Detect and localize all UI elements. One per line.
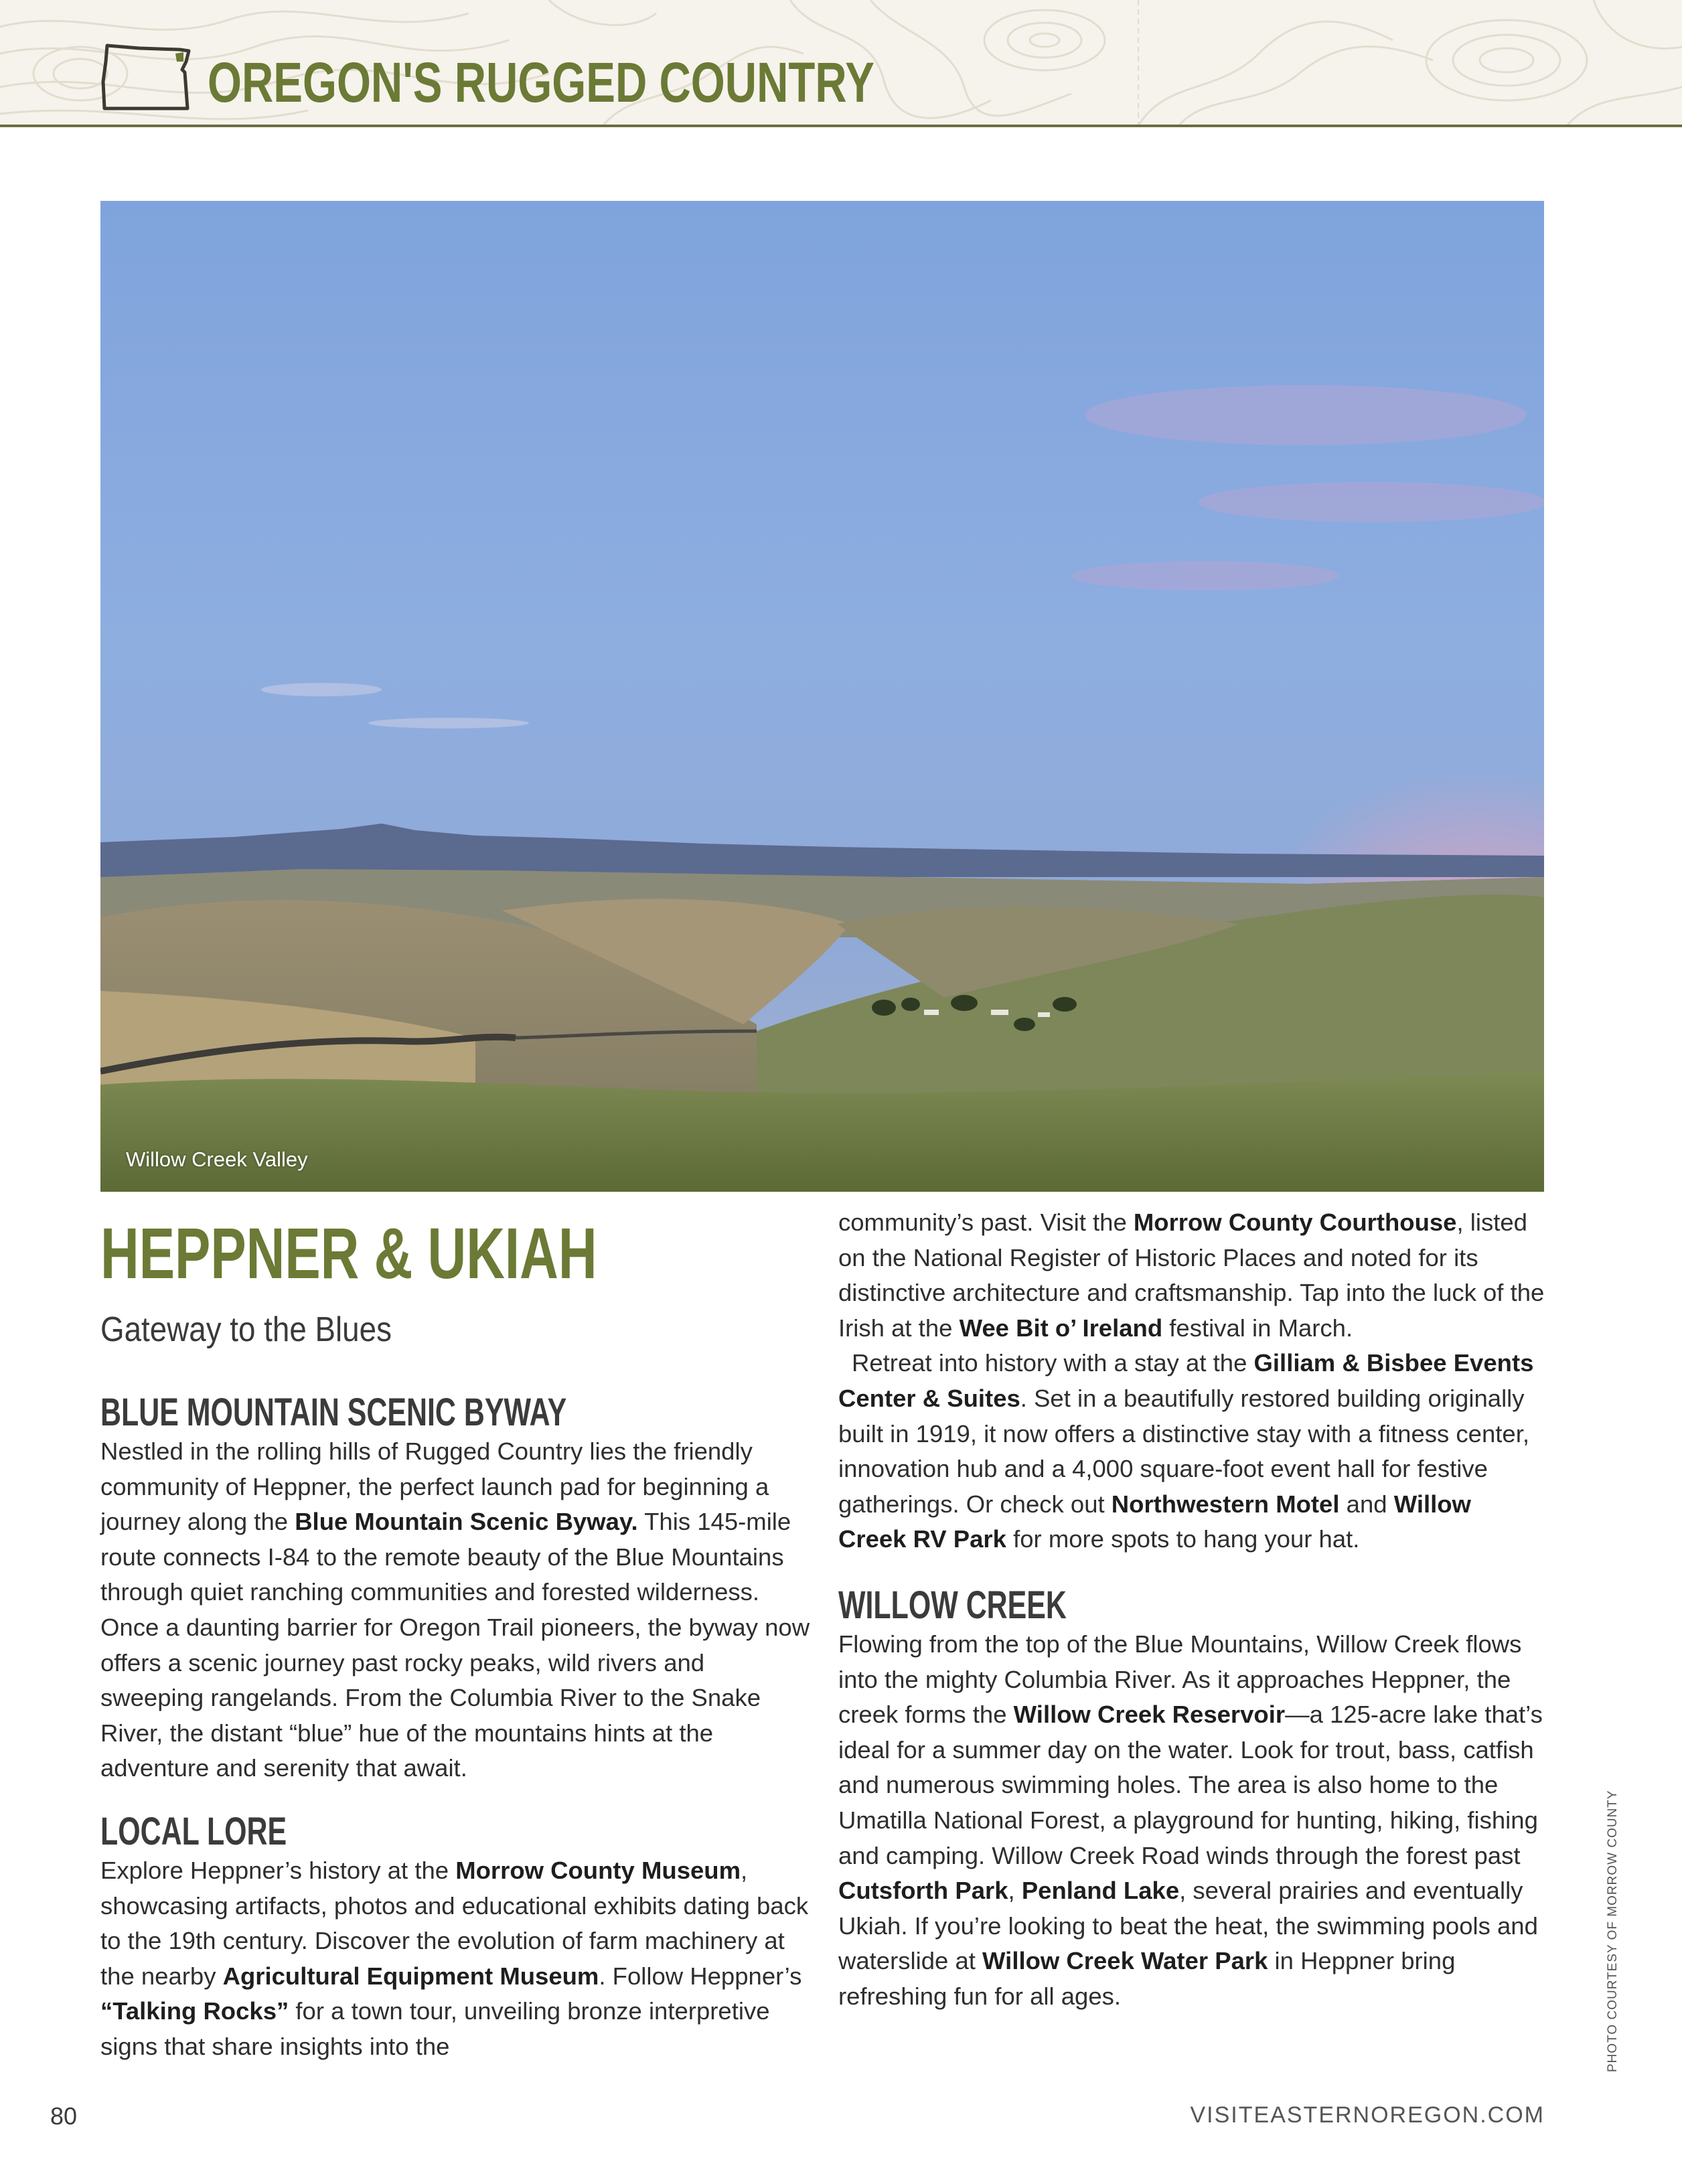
website-url: VISITEASTERNOREGON.COM (1190, 2102, 1545, 2128)
left-column (100, 1205, 810, 2065)
article-title: HEPPNER & UKIAH (100, 1213, 597, 1294)
lore-text-part-b: community’s past. Visit the (838, 1208, 1134, 1236)
photo-caption: Willow Creek Valley (126, 1148, 308, 1171)
local-lore-paragraph-continued: community’s past. Visit the Morrow County Courthouse, listed on the National Register of Historic Places and noted for its distinctive architecture and craftsmanship. Tap into the luck of the Irish at the Wee Bit o’ Ireland festival in March. (838, 1208, 1545, 1342)
right-column (838, 1205, 1545, 2014)
lodging-paragraph: Retreat into history with a stay at the Gilliam & Bisbee Events Center & Suites. Set in a beautifully restored building originally built in 1919, it now offers a distinctive stay with a fitness center, innovation hub and a 4,000 square-foot event hall for festive gatherings. Or check out Northwestern Motel and Willow Creek RV Park for more spots to hang your hat. (838, 1349, 1534, 1553)
photo-credit: PHOTO COURTESY OF MORROW COUNTY (1606, 1790, 1620, 2072)
header-divider (0, 125, 1682, 127)
byway-heading: BLUE MOUNTAIN SCENIC BYWAY (100, 1391, 567, 1434)
hero-photo (100, 201, 1544, 1192)
landscape-illustration (100, 201, 1544, 1192)
lore-text-part-a: for a town tour, unveiling bronze interpretive signs that share insights into the (100, 1997, 770, 2060)
byway-paragraph: Nestled in the rolling hills of Rugged Country lies the friendly community of Heppner, the perfect launch pad for beginning a journey along the Blue Mountain Scenic Byway. This 145-mile route connects I-84 to the remote beauty of the Blue Mountains through quiet ranching communities and forested wilderness. Once a daunting barrier for Oregon Trail pioneers, the byway now offers a scenic journey past rocky peaks, wild rivers and sweeping rangelands. From the Columbia River to the Snake River, the distant “blue” hue of the mountains hints at the adventure and serenity that await. (100, 1437, 810, 1782)
willow-creek-paragraph: Flowing from the top of the Blue Mountains, Willow Creek flows into the mighty Columbia River. As it approaches Heppner, the creek forms the Willow Creek Reservoir—a 125-acre lake that’s ideal for a summer day on the water. Look for trout, bass, catfish and numerous swimming holes. The area is also home to the Umatilla National Forest, a playground for hunting, hiking, fishing and camping. Willow Creek Road winds through the forest past Cutsforth Park, Penland Lake, several prairies and eventually Ukiah. If you’re looking to beat the heat, the swimming pools and waterslide at Willow Creek Water Park in Heppner bring refreshing fun for all ages. (838, 1630, 1543, 2010)
header-band (0, 0, 1682, 126)
local-lore-paragraph: Explore Heppner’s history at the Morrow County Museum, showcasing artifacts, photos and educational exhibits dating back to the 19th century. Discover the evolution of farm machinery at the nearby Agricultural Equipment Museum. Follow Heppner’s “Talking Rocks” for a town tour, unveiling bronze interpretive signs that share insights into the (100, 1856, 809, 2060)
willow-creek-heading: WILLOW CREEK (838, 1583, 1067, 1627)
local-lore-heading: LOCAL LORE (100, 1809, 287, 1853)
oregon-state-outline-icon (100, 42, 194, 114)
article-subtitle: Gateway to the Blues (100, 1310, 392, 1349)
page-number: 80 (50, 2102, 78, 2130)
section-title: OREGON'S RUGGED COUNTRY (208, 51, 875, 114)
